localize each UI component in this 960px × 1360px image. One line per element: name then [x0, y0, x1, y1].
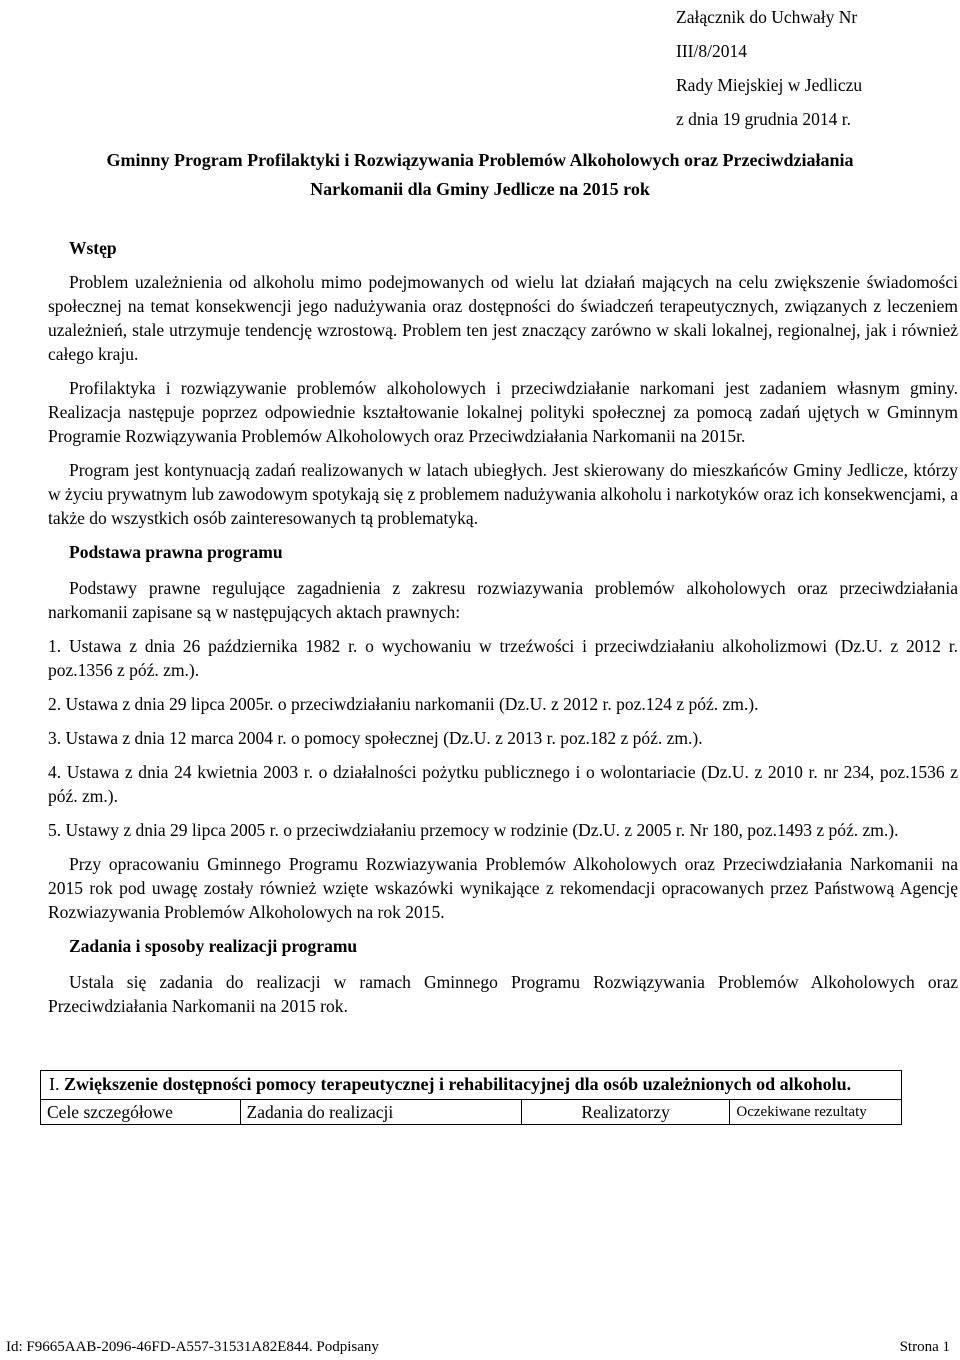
paragraph: Przy opracowaniu Gminnego Programu Rozwiazywania Problemów Alkoholowych oraz Przeciwdziałania Narkomanii na 2015 rok pod uwagę zostały również wzięte wskazówki wynikające z rekomendacji opracowanych przez Państwową Agencję Rozwiazywania Problemów Alkoholowych na rok 2015. — [48, 854, 958, 922]
legal-item: 4. Ustawa z dnia 24 kwietnia 2003 r. o działalności pożytku publicznego i o wolontariacie (Dz.U. z 2010 r. nr 234, poz.1536 z póź. zm.). — [48, 762, 958, 806]
paragraph: Problem uzależnienia od alkoholu mimo podejmowanych od wielu lat działań mających na celu zwiększenie świadomości społecznej na temat konsekwencji jego nadużywania oraz dostępności do świadczeń terapeutycznych, związanych z leczeniem uzależnień, stale utrzymuje tendencję wzrostową. Problem ten jest znaczący zarówno w skali lokalnej, regionalnej, jak i również całego kraju. — [48, 272, 958, 364]
section-heading-tasks: Zadania i sposoby realizacji programu — [69, 936, 358, 956]
attachment-line: Rady Miejskiej w Jedliczu — [676, 75, 863, 95]
legal-item: 5. Ustawy z dnia 29 lipca 2005 r. o przeciwdziałaniu przemocy w rodzinie (Dz.U. z 2005 r. Nr 180, poz.1493 z póź. zm.). — [48, 820, 899, 840]
attachment-line: III/8/2014 — [676, 41, 747, 61]
attachment-header — [676, 0, 862, 136]
table-header-row — [41, 1099, 901, 1124]
document-title — [0, 146, 960, 204]
attachment-line: z dnia 19 grudnia 2014 r. — [676, 109, 851, 129]
document-id: Id: F9665AAB-2096-46FD-A557-31531A82E844. Podpisany — [6, 1339, 379, 1355]
title-line: Gminny Program Profilaktyki i Rozwiązywania Problemów Alkoholowych oraz Przeciwdziałania — [106, 150, 854, 170]
section-number: I. — [49, 1074, 60, 1094]
column-header: Oczekiwane rezultaty — [736, 1104, 867, 1120]
document-body — [48, 236, 958, 1028]
legal-item: 1. Ustawa z dnia 26 października 1982 r. o wychowaniu w trzeźwości i przeciwdziałaniu alkoholizmowi (Dz.U. z 2012 r. poz.1356 z póź. zm.). — [48, 636, 958, 680]
column-header: Realizatorzy — [522, 1100, 731, 1124]
section-table — [40, 1070, 902, 1125]
column-header: Zadania do realizacji — [241, 1100, 522, 1124]
legal-item: 3. Ustawa z dnia 12 marca 2004 r. o pomocy społecznej (Dz.U. z 2013 r. poz.182 z póź. zm.). — [48, 728, 703, 748]
page-footer — [6, 1338, 950, 1356]
attachment-line: Załącznik do Uchwały Nr — [676, 7, 858, 27]
page-number: Strona 1 — [899, 1339, 950, 1355]
paragraph: Program jest kontynuacją zadań realizowanych w latach ubiegłych. Jest skierowany do mieszkańców Gminy Jedlicze, którzy w życiu prywatnym lub zawodowym spotykają się z problemem nadużywania alkoholu i narkotyków oraz ich konsekwencjami, a także do wszystkich osób zainteresowanych tą problematyką. — [48, 460, 958, 528]
section-title: Zwiększenie dostępności pomocy terapeutycznej i rehabilitacyjnej dla osób uzależnionych od alkoholu. — [64, 1074, 852, 1094]
section-heading-legal: Podstawa prawna programu — [69, 542, 283, 562]
legal-item: 2. Ustawa z dnia 29 lipca 2005r. o przeciwdziałaniu narkomanii (Dz.U. z 2012 r. poz.124 z póź. zm.). — [48, 694, 759, 714]
column-header: Cele szczegółowe — [41, 1100, 241, 1124]
paragraph: Podstawy prawne regulujące zagadnienia z zakresu rozwiazywania problemów alkoholowych oraz przeciwdziałania narkomanii zapisane są w następujących aktach prawnych: — [48, 578, 958, 622]
paragraph: Ustala się zadania do realizacji w ramach Gminnego Programu Rozwiązywania Problemów Alkoholowych oraz Przeciwdziałania Narkomanii na 2015 rok. — [48, 972, 958, 1016]
section-table-title — [41, 1071, 901, 1099]
title-line: Narkomanii dla Gminy Jedlicze na 2015 rok — [310, 179, 650, 199]
section-heading-intro: Wstęp — [69, 238, 117, 258]
paragraph: Profilaktyka i rozwiązywanie problemów alkoholowych i przeciwdziałanie narkomani jest zadaniem własnym gminy. Realizacja następuje poprzez odpowiednie kształtowanie lokalnej polityki społecznej za pomocą zadań ujętych w Gminnym Programie Rozwiązywania Problemów Alkoholowych oraz Przeciwdziałania Narkomanii na 2015r. — [48, 378, 958, 446]
